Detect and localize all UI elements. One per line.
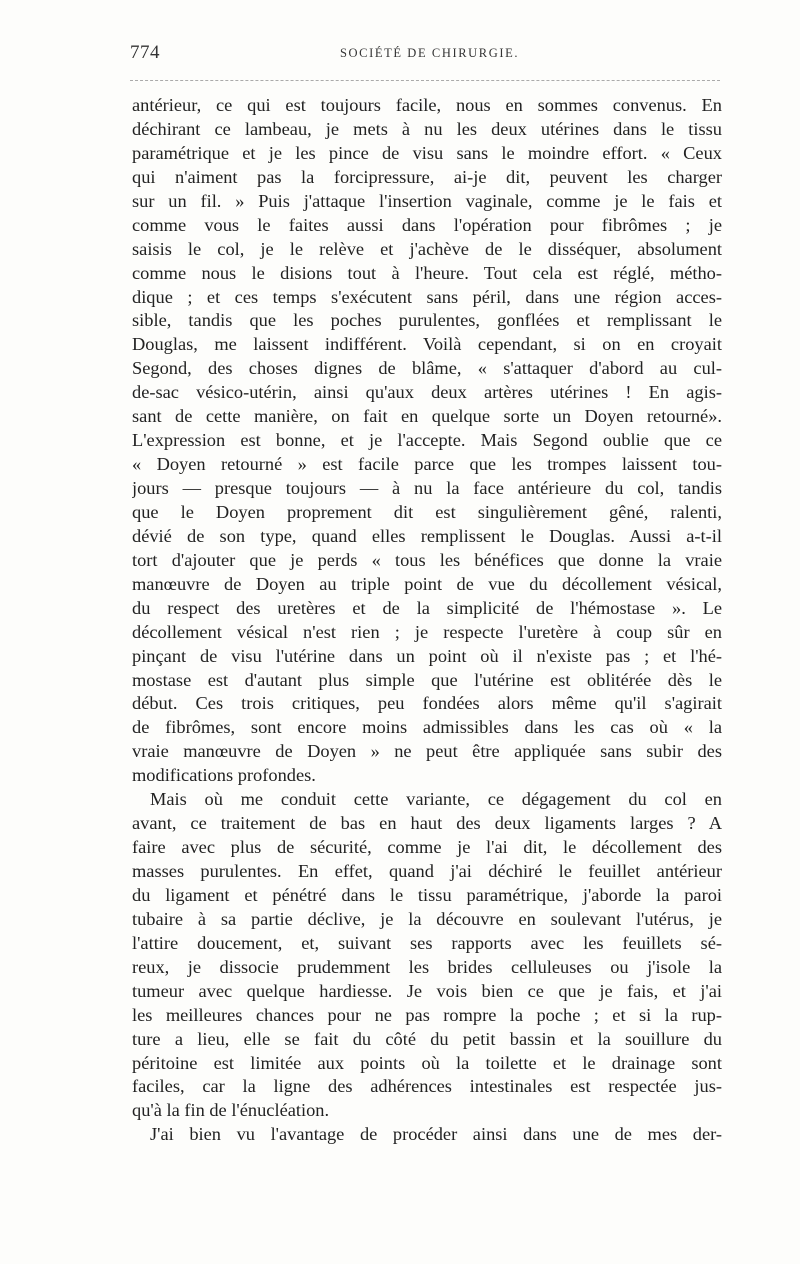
text-line: J'ai bien vu l'avantage de procéder ainsi dans une de mes der- (150, 1124, 722, 1145)
text-line: L'expression est bonne, et je l'accepte. Mais Segond oublie que ce (132, 430, 722, 451)
text-line: l'attire doucement, et, suivant ses rapports avec les feuillets sé- (132, 932, 722, 953)
text-line: du respect des uretères et de la simplicité de l'hémostase ». Le (132, 597, 722, 618)
text-line: qui n'aiment pas la forcipressure, ai-je dit, peuvent les charger (132, 166, 722, 187)
text-line: de-sac vésico-utérin, ainsi qu'aux deux artères utérines ! En agis- (132, 382, 722, 403)
text-line: début. Ces trois critiques, peu fondées alors même qu'il s'agirait (132, 693, 722, 714)
text-line: vraie manœuvre de Doyen » ne peut être appliquée sans subir des (132, 741, 722, 762)
text-line: comme nous le disions tout à l'heure. Tout cela est réglé, métho- (132, 262, 722, 283)
text-line: du ligament et pénétré dans le tissu paramétrique, j'aborde la paroi (132, 884, 722, 905)
text-line: tumeur avec quelque hardiesse. Je vois bien ce que je fais, et j'ai (132, 980, 722, 1001)
text-line: Segond, des choses dignes de blâme, « s'attaquer d'abord au cul- (132, 358, 722, 379)
text-line: que le Doyen proprement dit est singulièrement gêné, ralenti, (132, 501, 722, 522)
text-line: modifications profondes. (132, 765, 316, 786)
header-rule (130, 80, 720, 81)
text-line: dique ; et ces temps s'exécutent sans péril, dans une région acces- (132, 286, 722, 307)
text-line: qu'à la fin de l'énucléation. (132, 1100, 330, 1121)
text-line: dévié de son type, quand elles remplissent le Douglas. Aussi a-t-il (132, 525, 722, 546)
text-line: décollement vésical n'est rien ; je respecte l'uretère à coup sûr en (132, 621, 722, 642)
text-line: faire avec plus de sécurité, comme je l'ai dit, le décollement des (132, 837, 722, 858)
page-header (130, 42, 720, 72)
text-line: tubaire à sa partie déclive, je la découvre en soulevant l'utérus, je (132, 908, 722, 929)
text-line: comme vous le faites aussi dans l'opération pour fibrômes ; je (132, 214, 722, 235)
text-line: sur un fil. » Puis j'attaque l'insertion vaginale, comme je le fais et (132, 190, 722, 211)
text-line: avant, ce traitement de bas en haut des deux ligaments larges ? A (132, 813, 722, 834)
text-line: tort d'ajouter que je perds « tous les bénéfices que donne la vraie (132, 549, 722, 570)
running-head: SOCIÉTÉ DE CHIRURGIE. (340, 46, 520, 60)
body-text (132, 94, 722, 1147)
text-line: péritoine est limitée aux points où la toilette et le drainage sont (132, 1052, 722, 1073)
text-line: de fibrômes, sont encore moins admissibles dans les cas où « la (132, 717, 722, 738)
text-line: déchirant ce lambeau, je mets à nu les deux utérines dans le tissu (132, 118, 722, 139)
text-line: Mais où me conduit cette variante, ce dégagement du col en (150, 789, 722, 810)
text-line: Douglas, me laissent indifférent. Voilà cependant, si on en croyait (132, 334, 722, 355)
text-line: paramétrique et je les pince de visu sans le moindre effort. « Ceux (132, 142, 722, 163)
text-line: sible, tandis que les poches purulentes, gonflées et remplissant le (132, 310, 722, 331)
text-line: masses purulentes. En effet, quand j'ai déchiré le feuillet antérieur (132, 861, 722, 881)
text-line: pinçant de visu l'utérine dans un point où il n'existe pas ; et l'hé- (132, 645, 722, 666)
text-line: « Doyen retourné » est facile parce que les trompes laissent tou- (132, 454, 722, 475)
text-line: sant de cette manière, on fait en quelque sorte un Doyen retourné». (132, 406, 722, 427)
text-line: reux, je dissocie prudemment les brides celluleuses ou j'isole la (132, 956, 722, 977)
text-line: antérieur, ce qui est toujours facile, nous en sommes convenus. En (132, 95, 722, 115)
text-line: ture a lieu, elle se fait du côté du petit bassin et la souillure du (132, 1028, 722, 1049)
text-line: les meilleures chances pour ne pas rompre la poche ; et si la rup- (132, 1004, 722, 1025)
text-line: faciles, car la ligne des adhérences intestinales est respectée jus- (132, 1076, 722, 1097)
text-line: jours — presque toujours — à nu la face antérieure du col, tandis (132, 478, 722, 498)
text-line: manœuvre de Doyen au triple point de vue du décollement vésical, (132, 573, 722, 594)
page-number: 774 (130, 42, 160, 63)
text-line: saisis le col, je le relève et j'achève de le disséquer, absolument (132, 238, 722, 259)
text-line: mostase est d'autant plus simple que l'utérine est oblitérée dès le (132, 669, 722, 690)
